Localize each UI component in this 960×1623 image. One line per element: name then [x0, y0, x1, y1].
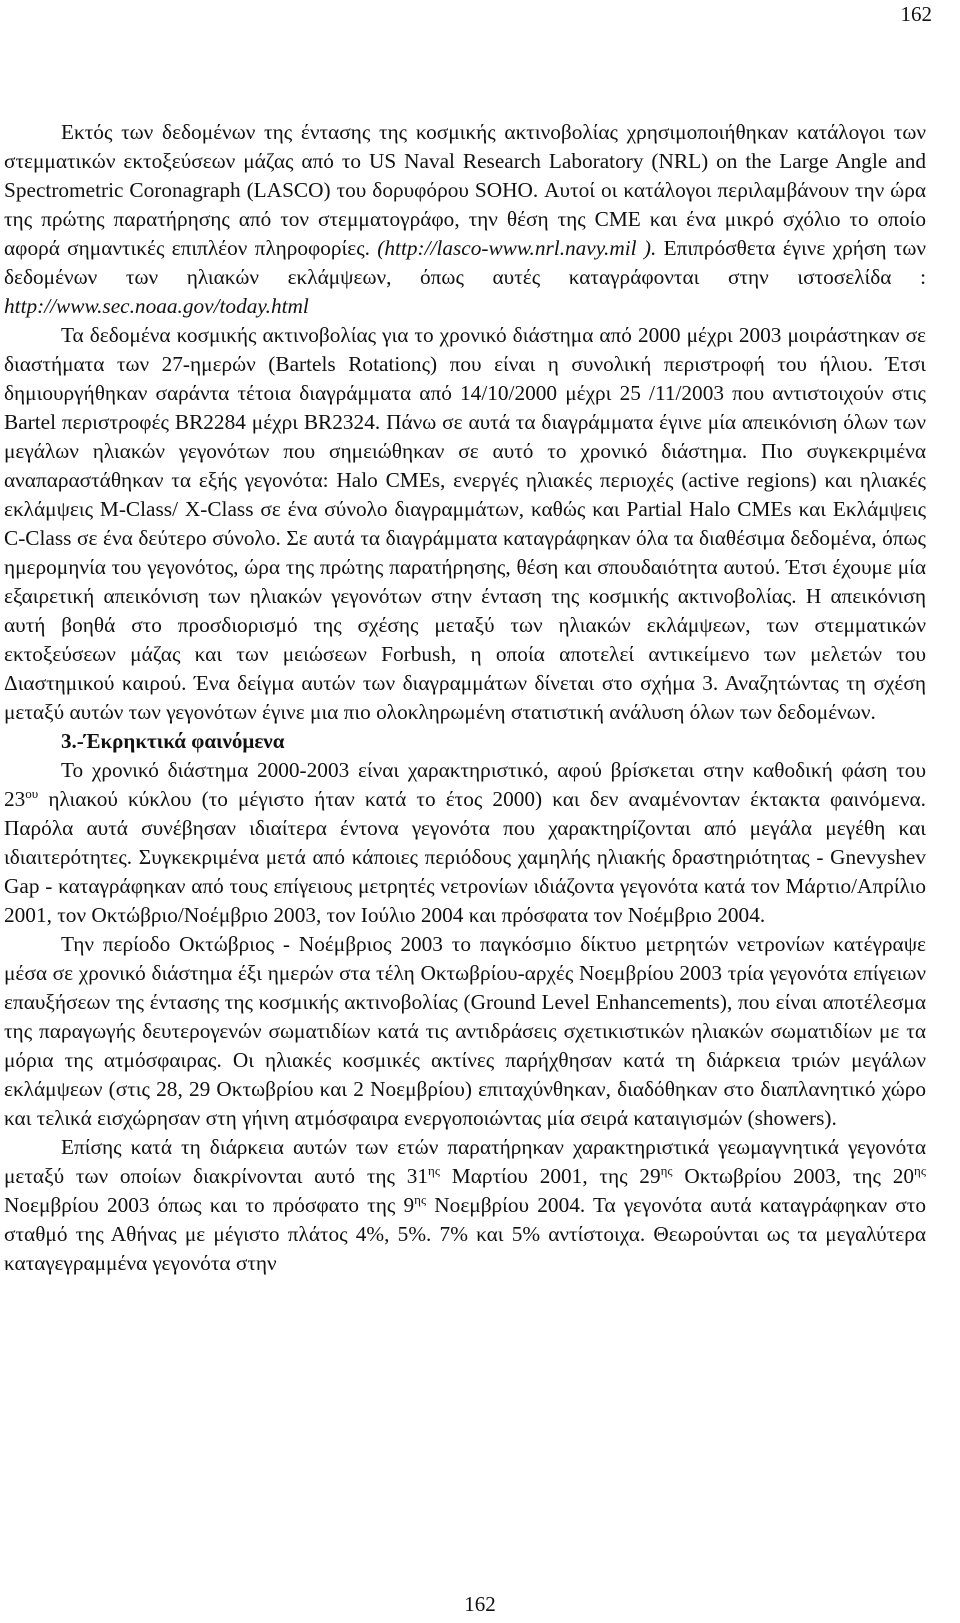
paragraph-5-text-5: Νοεμβρίου 2004. Τα γεγονότα αυτά καταγράφηκαν στο σταθμό της Αθήνας με μέγιστο πλάτος 4%, 5%. 7% και 5% αντίστοιχα. Θεωρούνται ως τα μεγαλύτερα καταγεγραμμένα γεγονότα στην — [4, 1193, 926, 1275]
section-heading: 3.-Έκρηκτικά φαινόμενα — [61, 729, 285, 753]
superscript-ou: ου — [25, 785, 39, 801]
paragraph-1-text: Εκτός των δεδομένων της έντασης της κοσμικής ακτινοβολίας χρησιμοποιήθηκαν κατάλογοι των στεμματικών εκτοξεύσεων μάζας από το US Naval Research Laboratory (NRL) on the Large Angle and Spectrometric Coronagraph (LASCO) του δορυφόρου SOHO. Αυτοί οι κατάλογοι περιλαμβάνουν την ώρα της πρώτης παρατήρησης από τον στεμματογράφο, την θέση της CME και ένα μικρό σχόλιο το οποίο αφορά σημαντικές επιπλέον πληροφορίες. — [4, 120, 926, 260]
paragraph-3-text-2: ηλιακού κύκλου (το μέγιστο ήταν κατά το έτος 2000) και δεν αναμένονταν έκτακτα φαινόμενα. Παρόλα αυτά συνέβησαν ιδιαίτερα έντονα γεγονότα που χαρακτηρίζονται από μεγάλα μεγέθη και ιδιαιτερότητες. Συγκεκριμένα μετά από κάποιες περιόδους χαμηλής ηλιακής δραστηριότητας - Gnevyshev Gap - καταγράφηκαν από τους επίγειους μετρητές νετρονίων ιδιάζοντα γεγονότα κατά τον Μάρτιο/Απρίλιο 2001, τον Οκτώβριο/Νοέμβριο 2003, τον Ιούλιο 2004 και πρόσφατα τον Νοέμβριο 2004. — [4, 787, 926, 927]
page-number-top: 162 — [900, 2, 932, 26]
paragraph-5 — [4, 1133, 926, 1278]
paragraph-5-text-3: Οκτωβρίου 2003, της 20 — [672, 1164, 915, 1188]
paragraph-1 — [4, 118, 926, 321]
paragraph-3 — [4, 756, 926, 930]
superscript-is-1: ης — [428, 1162, 440, 1178]
page-number-bottom: 162 — [464, 1592, 496, 1616]
paragraph-2: Τα δεδομένα κοσμικής ακτινοβολίας για το χρονικό διάστημα από 2000 μέχρι 2003 μοιράστηκαν σε διαστήματα των 27-ημερών (Bartels Rotationς) που είναι η συνολική περιστροφή του ήλιου. Έτσι δημιουργήθηκαν σαράντα τέτοια διαγράμματα από 14/10/2000 μέχρι 25 /11/2003 που αντιστοιχούν στις Bartel περιστροφές BR2284 μέχρι BR2324. Πάνω σε αυτά τα διαγράμματα έγινε μία απεικόνιση όλων των μεγάλων ηλιακών γεγονότων που σημειώθηκαν σε αυτό το χρονικό διάστημα. Πιο συγκεκριμένα αναπαραστάθηκαν τα εξής γεγονότα: Halo CMEs, ενεργές ηλιακές περιοχές (active regions) και ηλιακές εκλάμψεις M-Class/ X-Class σε ένα σύνολο διαγραμμάτων, καθώς και Partial Halo CMEs και Εκλάμψεις C-Class σε ένα δεύτερο σύνολο. Σε αυτά τα διαγράμματα καταγράφηκαν όλα τα διαθέσιμα δεδομένα, όπως ημερομηνία του γεγονότος, ώρα της πρώτης παρατήρησης, θέση και σπουδαιότητα αυτού. Έτσι έχουμε μία εξαιρετική απεικόνιση των ηλιακών γεγονότων στην ένταση της κοσμικής ακτινοβολίας. Η απεικόνιση αυτή βοηθά στο προσδιορισμό της σχέσης μεταξύ των ηλιακών εκλάμψεων, των στεμματικών εκτοξεύσεων μάζας και των μειώσεων Forbush, η οποία αποτελεί αντικείμενο των μελετών του Διαστημικού καιρού. Ένα δείγμα αυτών των διαγραμμάτων δίνεται στο σχήμα 3. Αναζητώντας τη σχέση μεταξύ αυτών των γεγονότων έγινε μια πιο ολοκληρωμένη στατιστική ανάλυση όλων των δεδομένων. — [4, 323, 926, 724]
superscript-is-4: ης — [414, 1191, 427, 1207]
paragraph-1-text-2: Επιπρόσθετα έγινε χρήση των δεδομένων των ηλιακών εκλάμψεων, όπως αυτές καταγράφονται στην ιστοσελίδα : — [4, 236, 926, 289]
paragraph-3-text: Το χρονικό διάστημα 2000-2003 είναι χαρακτηριστικό, αφού βρίσκεται στην καθοδική φάση του 23 — [4, 758, 926, 811]
lasco-link[interactable]: (http://lasco-www.nrl.navy.mil ). — [377, 236, 657, 260]
noaa-link[interactable]: http://www.sec.noaa.gov/today.html — [4, 294, 309, 318]
paragraph-5-text-4: Νοεμβρίου 2003 όπως και το πρόσφατο της 9 — [4, 1193, 415, 1217]
superscript-is-2: ης — [660, 1162, 673, 1178]
paragraph-4: Την περίοδο Οκτώβριος - Νοέμβριος 2003 το παγκόσμιο δίκτυο μετρητών νετρονίων κατέγραψε μέσα σε χρονικό διάστημα έξι ημερών στα τέλη Οκτωβρίου-αρχές Νοεμβρίου 2003 τρία γεγονότα επίγειων επαυξήσεων της έντασης της κοσμικής ακτινοβολίας (Ground Level Enhancements), που είναι αποτέλεσμα της παραγωγής δευτερογενών σωματιδίων κατά τις αντιδράσεις σχετικιστικών ηλιακών σωματιδίων με τα μόρια της ατμόσφαιρας. Οι ηλιακές κοσμικές ακτίνες παρήχθησαν κατά τη διάρκεια τριών μεγάλων εκλάμψεων (στις 28, 29 Οκτωβρίου και 2 Νοεμβρίου) επιταχύνθηκαν, διαδόθηκαν στο διαπλανητικό χώρο και τελικά εισχώρησαν στη γήινη ατμόσφαιρα ενεργοποιώντας μία σειρά καταιγισμών (showers). — [4, 932, 926, 1130]
paragraph-5-text: Επίσης κατά τη διάρκεια αυτών των ετών παρατήρηκαν χαρακτηριστικά γεωμαγνητικά γεγονότα μεταξύ των οποίων διακρίνονται αυτό της 31 — [4, 1135, 926, 1188]
document-body — [4, 118, 926, 1278]
paragraph-5-text-2: Μαρτίου 2001, της 29 — [440, 1164, 661, 1188]
superscript-is-3: ης — [914, 1162, 926, 1178]
